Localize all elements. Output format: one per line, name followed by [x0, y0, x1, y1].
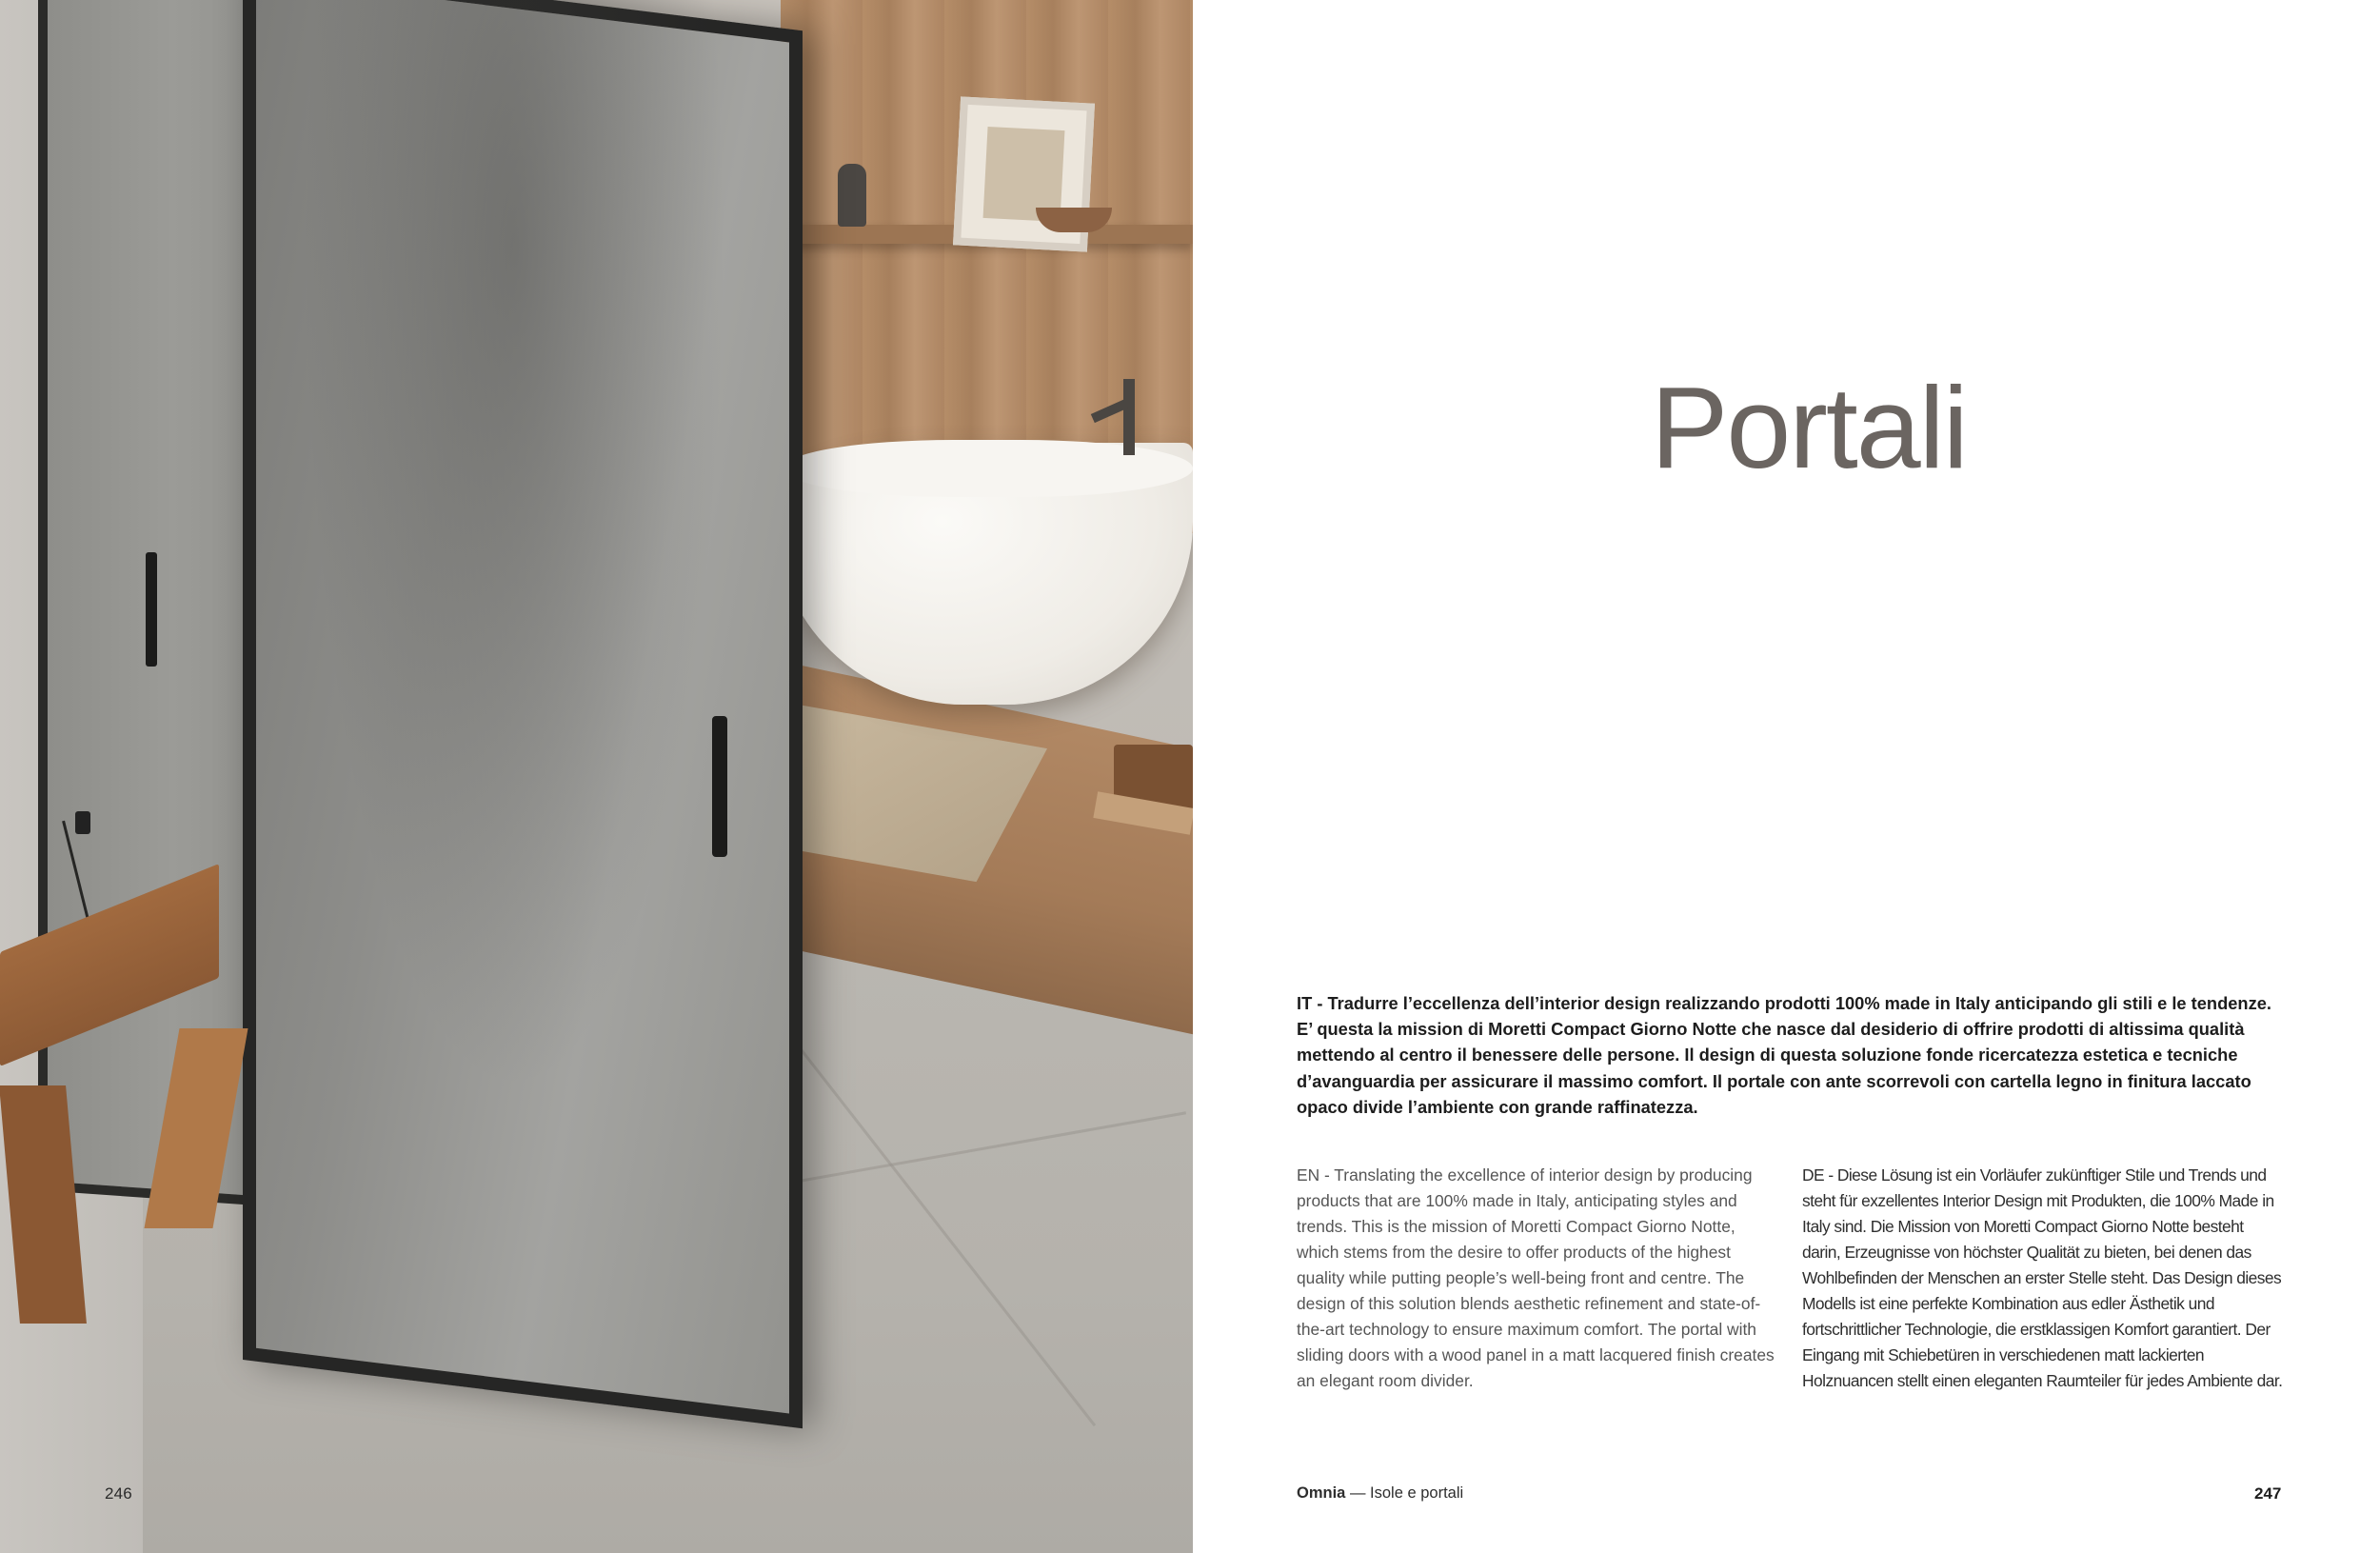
- door-handle: [712, 716, 727, 857]
- faucet: [1123, 379, 1135, 455]
- english-description: EN - Translating the excellence of interior design by producing products that are 100% made in Italy, anticipating styles and trends. This is the mission of Moretti Compact Giorno Notte, which stems from the desire to offer products of the highest quality while putting people’s well-being front and centre. The design of this solution blends aesthetic refinement and state-of-the-art technology to ensure maximum comfort. The portal with sliding doors with a wood panel in a matt lacquered finish creates an elegant room divider.: [1297, 1165, 1775, 1390]
- german-description: DE - Diese Lösung ist ein Vorläufer zukünftiger Stile und Trends und steht für exzellentes Interior Design mit Produkten, die 100% Made in Italy sind. Die Mission von Moretti Compact Giorno Notte besteht darin, Erzeugnisse von höchster Qualität zu bieten, bei denen das Wohlbefinden der Menschen an erster Stelle steht. Das Design dieses Modells ist eine perfekte Kombination aus edler Ästhetik und fortschrittlicher Technologie, die erstklassigen Komfort garantiert. Der Eingang mit Schiebetüren in verschiedenen matt lackierten Holznuancen stellt einen eleganten Raumteiler für jedes Ambiente dar.: [1802, 1165, 2283, 1390]
- vase: [838, 164, 866, 227]
- leaf-shadow: [267, 0, 762, 1238]
- page-number-right: 247: [2254, 1484, 2282, 1503]
- footer-section: — Isole e portali: [1345, 1484, 1464, 1502]
- footer-brand: Omnia: [1297, 1484, 1346, 1502]
- running-footer: [1297, 1484, 1463, 1503]
- wall-plug: [75, 811, 90, 834]
- page-title: Portali: [1651, 363, 1967, 492]
- italian-description: IT - Tradurre l’eccellenza dell’interior design realizzando prodotti 100% made in Italy anticipando gli stili e le tendenze. E’ questa la mission di Moretti Compact Giorno Notte che nasce dal desiderio di offrire prodotti di altissima qualità mettendo al centro il benessere delle persone. Il design di questa soluzione fonde ricercatezza estetica e tecniche d’avanguardia per assicurare il massimo comfort. Il portale con ante scorrevoli con cartella legno in finitura laccato opaco divide l’ambiente con grande raffinatezza.: [1297, 993, 2271, 1117]
- door-handle: [146, 552, 157, 667]
- page-number-left: 246: [105, 1484, 132, 1503]
